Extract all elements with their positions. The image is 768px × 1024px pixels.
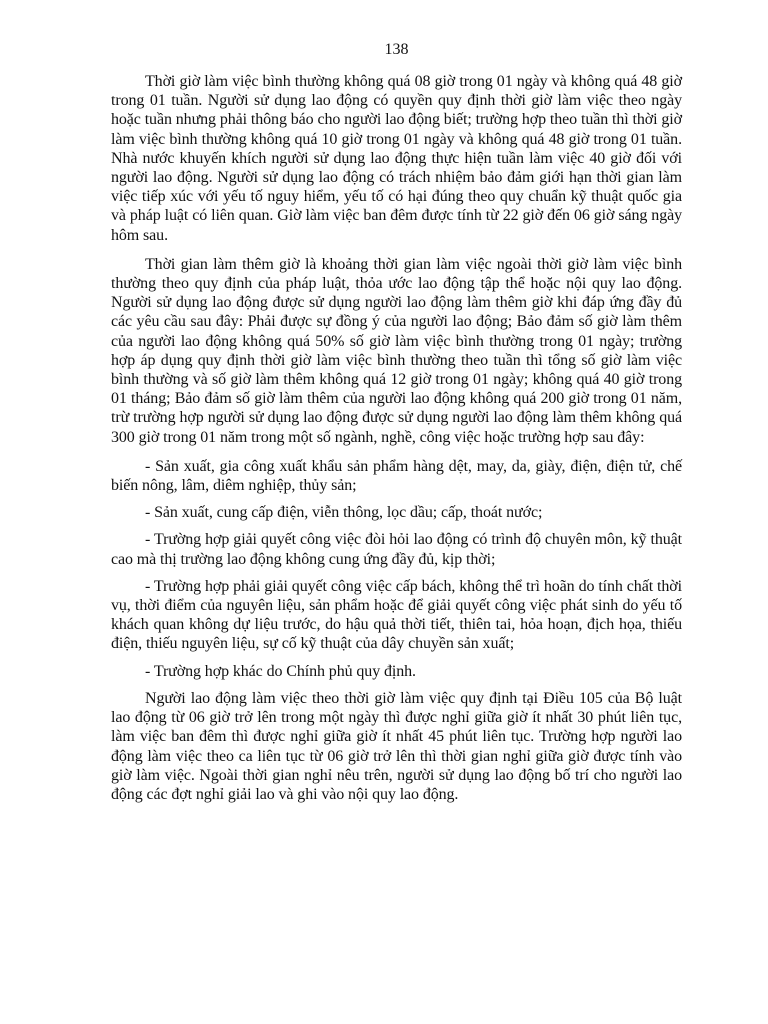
page-number: 138: [384, 41, 409, 58]
list-item-urgent-work: - Trường hợp phải giải quyết công việc cấp bách, không thể trì hoãn do tính chất thời vụ, thời điểm của nguyên liệu, sản phẩm hoặc để giải quyết công việc phát sinh do yếu tố khách quan không dự liệu trước, do hậu quả thời tiết, thiên tai, hỏa hoạn, địch họa, thiếu điện, thiếu nguyên liệu, sự cố kỹ thuật của dây chuyền sản xuất;: [111, 577, 682, 653]
paragraph-overtime: Thời gian làm thêm giờ là khoảng thời gian làm việc ngoài thời giờ làm việc bình thường theo quy định của pháp luật, thỏa ước lao động tập thể hoặc nội quy lao động. Người sử dụng lao động được sử dụng người lao động làm thêm giờ khi đáp ứng đầy đủ các yêu cầu sau đây: Phải được sự đồng ý của người lao động; Bảo đảm số giờ làm thêm của người lao động không quá 50% số giờ làm việc bình thường trong 01 ngày; trường hợp áp dụng quy định thời giờ làm việc bình thường theo tuần thì tổng số giờ làm việc bình thường và số giờ làm thêm không quá 12 giờ trong 01 ngày; không quá 40 giờ trong 01 tháng; Bảo đảm số giờ làm thêm của người lao động không quá 200 giờ trong 01 năm, trừ trường hợp người sử dụng lao động được sử dụng người lao động làm thêm không quá 300 giờ trong 01 năm trong một số ngành, nghề, công việc hoặc trường hợp sau đây:: [111, 255, 682, 446]
list-item-power-telecom: - Sản xuất, cung cấp điện, viễn thông, lọc dầu; cấp, thoát nước;: [145, 504, 543, 522]
list-item-textile-production: - Sản xuất, gia công xuất khẩu sản phẩm hàng dệt, may, da, giày, điện, điện tử, chế biến nông, lâm, diêm nghiệp, thủy sản;: [111, 457, 682, 495]
paragraph-working-hours: Thời giờ làm việc bình thường không quá 08 giờ trong 01 ngày và không quá 48 giờ trong 01 tuần. Người sử dụng lao động có quyền quy định thời giờ làm việc theo ngày hoặc tuần nhưng phải thông báo cho người lao động biết; trường hợp theo tuần thì thời giờ làm việc bình thường không quá 10 giờ trong 01 ngày và không quá 48 giờ trong 01 tuần. Nhà nước khuyến khích người sử dụng lao động thực hiện tuần làm việc 40 giờ đối với người lao động. Người sử dụng lao động có trách nhiệm bảo đảm giới hạn thời gian làm việc tiếp xúc với yếu tố nguy hiểm, yếu tố có hại đúng theo quy chuẩn kỹ thuật quốc gia và pháp luật có liên quan. Giờ làm việc ban đêm được tính từ 22 giờ đến 06 giờ sáng ngày hôm sau.: [111, 73, 682, 244]
list-item-government-defined: - Trường hợp khác do Chính phủ quy định.: [145, 662, 416, 680]
paragraph-breaks: Người lao động làm việc theo thời giờ làm việc quy định tại Điều 105 của Bộ luật lao động từ 06 giờ trở lên trong một ngày thì được nghỉ giữa giờ ít nhất 30 phút liên tục, làm việc ban đêm thì được nghỉ giữa giờ ít nhất 45 phút liên tục. Trường hợp người lao động làm việc theo ca liên tục từ 06 giờ trở lên thì thời gian nghỉ giữa giờ được tính vào giờ làm việc. Ngoài thời gian nghỉ nêu trên, người sử dụng lao động bố trí cho người lao động các đợt nghỉ giải lao và ghi vào nội quy lao động.: [111, 689, 682, 803]
list-item-high-skill-labor: - Trường hợp giải quyết công việc đòi hỏi lao động có trình độ chuyên môn, kỹ thuật cao mà thị trường lao động không cung ứng đầy đủ, kịp thời;: [111, 531, 682, 568]
